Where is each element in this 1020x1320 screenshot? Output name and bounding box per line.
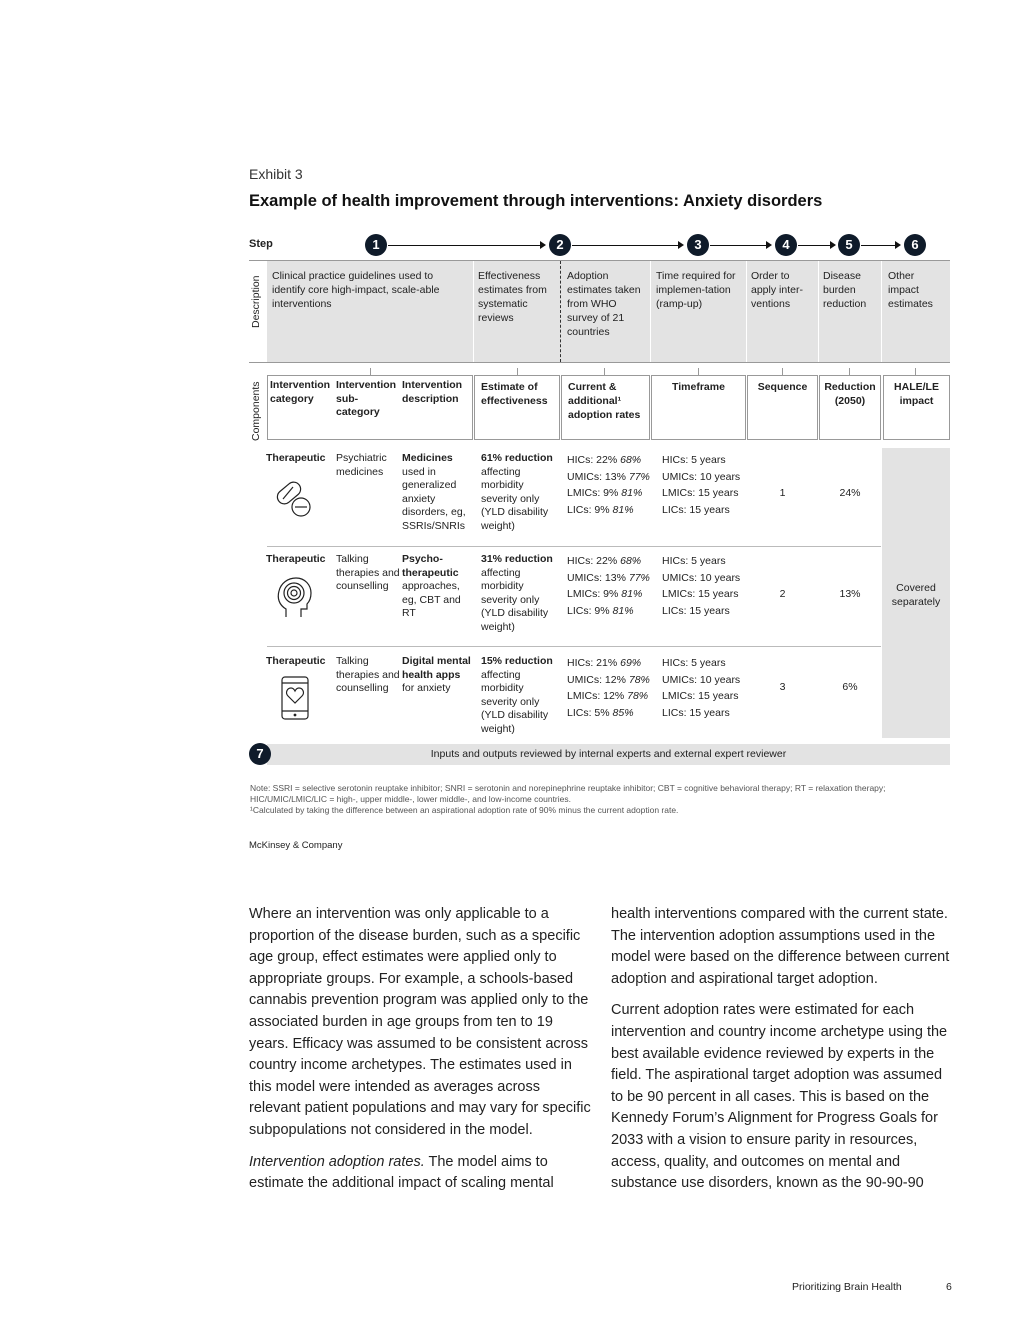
header-intervention-category: Intervention category <box>270 379 331 405</box>
row1-description <box>402 452 472 533</box>
arrowhead-icon <box>678 241 684 249</box>
row2-category: Therapeutic <box>266 553 326 565</box>
row1-reduction: 24% <box>839 487 861 499</box>
description-step-4: Order to apply inter-ventions <box>751 270 803 310</box>
adoption-line <box>567 553 651 570</box>
row2-timeframe <box>662 553 746 619</box>
row3-effectiveness <box>481 655 561 736</box>
row3-sequence: 3 <box>779 681 786 693</box>
row-divider <box>267 646 881 647</box>
body-subheading: Intervention adoption rates. <box>249 1153 425 1170</box>
row2-reduction: 13% <box>839 588 861 600</box>
divider <box>650 261 651 362</box>
row2-subcategory: Talking therapies and counselling <box>336 553 400 592</box>
header-timeframe: Timeframe <box>651 375 746 440</box>
adoption-line <box>567 469 651 486</box>
arrowhead-icon <box>540 241 546 249</box>
body-column-2 <box>611 904 951 1195</box>
row2-desc-rest: approaches, eg, CBT and RT <box>402 580 461 619</box>
tick <box>849 368 850 375</box>
tick <box>915 368 916 375</box>
arrowhead-icon <box>895 241 901 249</box>
step-arrow-1 <box>388 245 540 246</box>
row3-adoption <box>567 655 651 721</box>
timeframe-line: HICs: 5 years <box>662 555 726 567</box>
adoption-line <box>567 485 651 502</box>
tick <box>517 368 518 375</box>
row3-reduction: 6% <box>842 681 858 693</box>
body-paragraph: Current adoption rates were estimated for each intervention and country income archetype using the best available evidence reviewed by experts in the field. The aspirational target adoption was assumed to be 90 percent in all cases. This is based on the Kennedy Forum’s Alignment for Progress Goals for 2033 with a vision to ensure parity in resources, access, quality, and outcomes on mental and substance use disorders, known as the 90-90-90 <box>611 1002 948 1192</box>
header-intervention-description: Intervention description <box>402 379 463 405</box>
step-label: Step <box>249 238 273 250</box>
adoption-additional: 85% <box>612 706 634 719</box>
row1-category: Therapeutic <box>266 452 326 464</box>
divider <box>881 261 882 362</box>
adoption-current: LICs: 9% <box>567 604 610 617</box>
row1-adoption <box>567 452 651 518</box>
adoption-additional: 81% <box>612 503 634 516</box>
source-label: McKinsey & Company <box>249 840 343 851</box>
covered-separately-text: Covered separately <box>891 582 941 608</box>
exhibit-title: Example of health improvement through interventions: Anxiety disorders <box>249 192 823 210</box>
step-7-badge: 7 <box>249 743 271 765</box>
header-hale-le-impact: HALE/LE impact <box>883 375 950 440</box>
step-4-badge: 4 <box>775 234 797 256</box>
row3-eff-bold: 15% reduction <box>481 655 553 667</box>
adoption-additional: 69% <box>620 657 642 669</box>
timeframe-line: LMICs: 15 years <box>662 487 739 499</box>
adoption-line <box>567 705 651 722</box>
step-arrow-3 <box>710 245 766 246</box>
adoption-current: LMICs: 9% <box>567 487 619 499</box>
header-reduction: Reduction (2050) <box>819 375 881 440</box>
row3-desc-rest: for anxiety <box>402 682 451 694</box>
description-step-5: Disease burden reduction <box>823 270 867 310</box>
row2-adoption <box>567 553 651 619</box>
timeframe-line: LICs: 15 years <box>662 503 730 516</box>
adoption-current: HICs: 22% <box>567 454 618 466</box>
adoption-line <box>567 502 651 519</box>
description-step-2a: Effectiveness estimates from systematic reviews <box>478 270 547 324</box>
body-paragraph: Where an intervention was only applicable to a proportion of the disease burden, such as a specific age group, effect estimates were applied only to appropriate groups. For example, a schools-based cannabis prevention program was applied only to the associated burden in age groups from ten to 19 years. Efficacy was assumed to be consistent across country income archetypes. The estimates used in this model were intended as averages across relevant patient populations and may vary for specific subpopulations not considered in the model. <box>249 906 591 1138</box>
adoption-additional: 77% <box>628 571 650 584</box>
dashed-divider <box>560 261 561 362</box>
adoption-current: HICs: 22% <box>567 555 618 567</box>
row1-timeframe <box>662 452 746 518</box>
row2-eff-bold: 31% reduction <box>481 553 553 565</box>
adoption-line <box>567 586 651 603</box>
footnote-text: ¹Calculated by taking the difference between an aspirational adoption rate of 90% minus the current adoption rate. <box>250 805 679 815</box>
timeframe-line: UMICs: 10 years <box>662 571 741 584</box>
step-arrow-2 <box>572 245 678 246</box>
note-text: Note: SSRI = selective serotonin reuptake inhibitor; SNRI = serotonin and norepinephrine reuptake inhibitor; CBT = cognitive behavioral therapy; RT = relaxation therapy; HIC/UMIC/LMIC/LIC = high-, upper middle-, lower middle-, and low-income countries. <box>250 783 886 804</box>
row2-description <box>402 553 472 621</box>
step-arrow-4 <box>798 245 830 246</box>
adoption-current: LMICs: 9% <box>567 588 619 600</box>
step-2-badge: 2 <box>549 234 571 256</box>
step-1-badge: 1 <box>365 234 387 256</box>
body-text-run: The model aims to estimate the additional impact of scaling mental <box>249 1153 554 1192</box>
description-step-1: Clinical practice guidelines used to identify core high-impact, scale-able interventions <box>272 270 440 310</box>
timeframe-line: LICs: 15 years <box>662 604 730 617</box>
components-label: Components <box>250 381 262 441</box>
body-column-1 <box>249 904 591 1195</box>
header-effectiveness: Estimate of effectiveness <box>474 375 560 440</box>
row1-desc-bold: Medicines <box>402 452 453 464</box>
row1-desc-rest: used in generalized anxiety disorders, eg, SSRIs/SNRIs <box>402 465 466 532</box>
adoption-line <box>567 452 651 469</box>
footer-title: Prioritizing Brain Health <box>792 1281 902 1293</box>
row3-description <box>402 655 472 696</box>
adoption-line <box>567 655 651 672</box>
adoption-current: HICs: 21% <box>567 657 618 669</box>
body-paragraph: health interventions compared with the current state. The intervention adoption assumptions used in the model were based on the difference between current adoption and aspirational target adoption. <box>611 906 950 987</box>
adoption-additional: 81% <box>621 588 643 600</box>
description-step-6: Other impact estimates <box>888 270 933 310</box>
adoption-current: LMICs: 12% <box>567 690 625 702</box>
row3-eff-rest: affecting morbidity severity only (YLD disability weight) <box>481 668 549 735</box>
body-paragraph <box>249 1152 591 1195</box>
exhibit-label: Exhibit 3 <box>249 166 303 182</box>
adoption-additional: 81% <box>612 604 634 617</box>
adoption-additional: 68% <box>620 555 642 567</box>
row2-effectiveness <box>481 553 561 634</box>
row1-effectiveness <box>481 452 561 533</box>
timeframe-line: LMICs: 15 years <box>662 690 739 702</box>
description-step-3: Time required for implemen-tation (ramp-up) <box>656 270 736 310</box>
tick <box>698 368 699 375</box>
step-6-badge: 6 <box>904 234 926 256</box>
adoption-additional: 81% <box>621 487 643 499</box>
step-3-badge: 3 <box>687 234 709 256</box>
components-top-border <box>249 362 950 363</box>
phone-heart-icon <box>280 676 310 725</box>
row3-subcategory: Talking therapies and counselling <box>336 655 400 694</box>
adoption-current: UMICs: 13% <box>567 470 626 483</box>
description-label: Description <box>250 275 262 328</box>
header-adoption-rates: Current & additional¹ adoption rates <box>561 375 650 440</box>
row1-eff-rest: affecting morbidity severity only (YLD disability weight) <box>481 465 549 532</box>
row3-category: Therapeutic <box>266 655 326 667</box>
adoption-current: LICs: 5% <box>567 706 610 719</box>
arrowhead-icon <box>766 241 772 249</box>
divider <box>473 261 474 362</box>
pills-icon <box>272 478 314 525</box>
adoption-line <box>567 688 651 705</box>
timeframe-line: HICs: 5 years <box>662 657 726 669</box>
review-bar-text: Inputs and outputs reviewed by internal experts and external expert reviewer <box>430 748 787 760</box>
adoption-additional: 78% <box>627 690 649 702</box>
adoption-additional: 68% <box>620 454 642 466</box>
tick <box>370 368 371 375</box>
timeframe-line: HICs: 5 years <box>662 454 726 466</box>
adoption-line <box>567 672 651 689</box>
page-number: 6 <box>946 1281 952 1293</box>
header-intervention-subcategory: Intervention sub-category <box>336 379 397 418</box>
arrowhead-icon <box>830 241 836 249</box>
row1-sequence: 1 <box>779 487 786 499</box>
adoption-current: UMICs: 12% <box>567 673 626 686</box>
step-arrow-5 <box>861 245 895 246</box>
adoption-current: UMICs: 13% <box>567 571 626 584</box>
header-sequence: Sequence <box>747 375 818 440</box>
timeframe-line: LMICs: 15 years <box>662 588 739 600</box>
row2-sequence: 2 <box>779 588 786 600</box>
row-divider <box>267 546 881 547</box>
divider <box>746 261 747 362</box>
tick <box>604 368 605 375</box>
timeframe-line: UMICs: 10 years <box>662 470 741 483</box>
adoption-additional: 77% <box>628 470 650 483</box>
timeframe-line: UMICs: 10 years <box>662 673 741 686</box>
row1-eff-bold: 61% reduction <box>481 452 553 464</box>
row1-subcategory: Psychiatric medicines <box>336 452 387 478</box>
row2-eff-rest: affecting morbidity severity only (YLD disability weight) <box>481 566 549 633</box>
step-5-badge: 5 <box>838 234 860 256</box>
adoption-line <box>567 570 651 587</box>
timeframe-line: LICs: 15 years <box>662 706 730 719</box>
adoption-additional: 78% <box>628 673 650 686</box>
head-spiral-icon <box>274 575 314 624</box>
row3-timeframe <box>662 655 746 721</box>
adoption-current: LICs: 9% <box>567 503 610 516</box>
description-step-2b: Adoption estimates taken from WHO survey of 21 countries <box>567 270 641 338</box>
row2-desc-bold: Psycho-therapeutic <box>402 553 459 579</box>
row3-desc-bold: Digital mental health apps <box>402 655 471 681</box>
divider <box>818 261 819 362</box>
tick <box>782 368 783 375</box>
adoption-line <box>567 603 651 620</box>
